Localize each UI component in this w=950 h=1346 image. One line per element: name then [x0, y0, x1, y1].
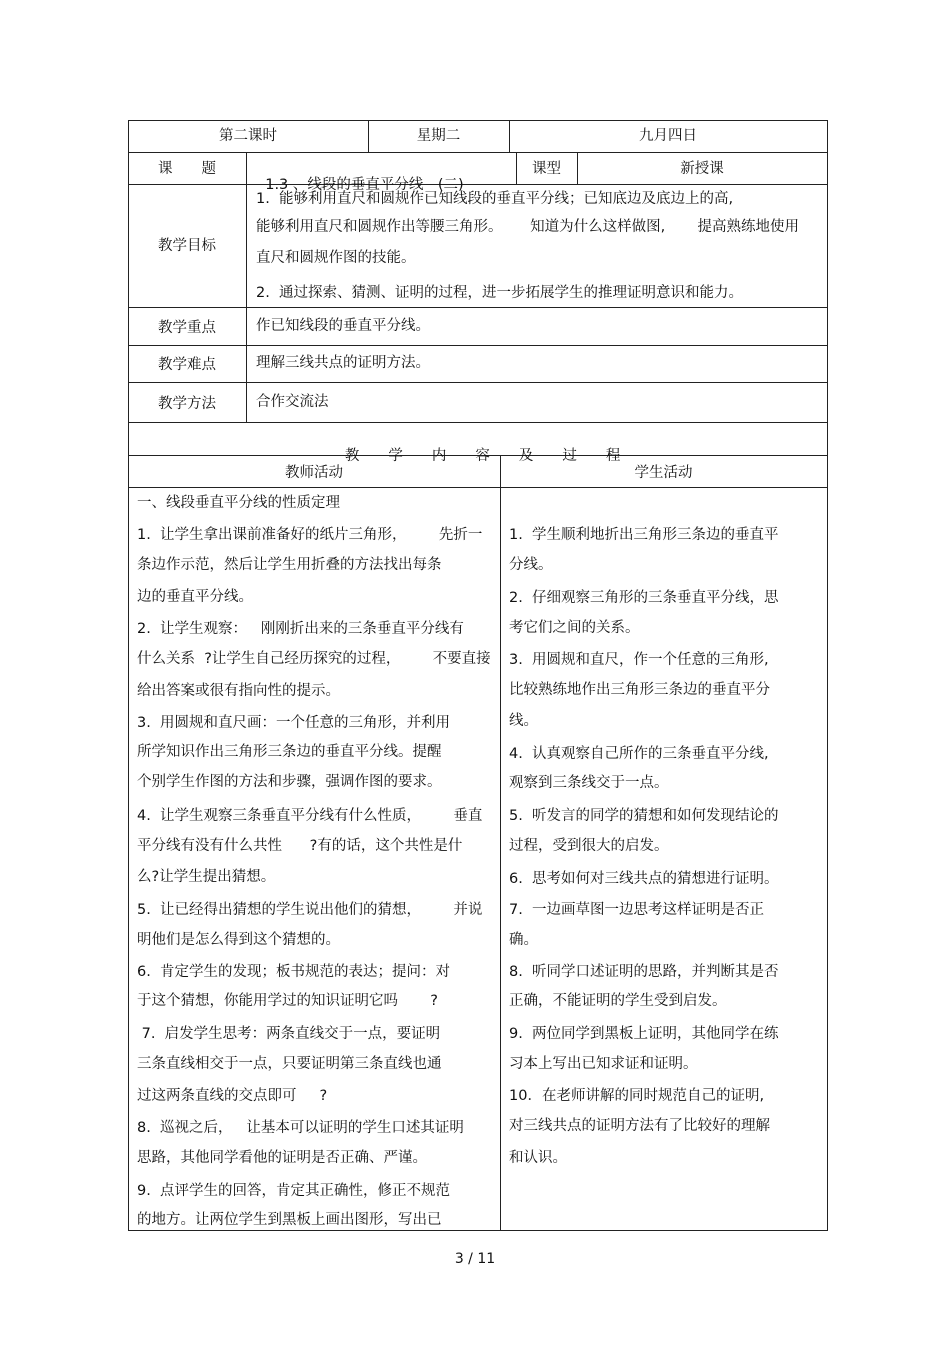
teacher-line: 1. 让学生拿出课前准备好的纸片三角形， 先折一: [137, 527, 483, 543]
teacher-line: 给出答案或很有指向性的提示。: [137, 683, 340, 699]
process-title: 教 学 内 容 及 过 程: [344, 448, 621, 464]
student-line: 过程，受到很大的启发。: [509, 838, 669, 854]
key-point-label: 教学重点: [158, 320, 216, 336]
goals-label-cell: [128, 234, 246, 255]
teacher-line: 什么关系 ?让学生自己经历探究的过程， 不要直接: [137, 651, 491, 667]
student-line: 2. 仔细观察三角形的三条垂直平分线，思: [509, 590, 779, 606]
teacher-line: 6. 肯定学生的发现；板书规范的表达；提问：对: [137, 964, 451, 980]
difficulty-label-cell: [128, 353, 246, 374]
method-label-cell: [128, 392, 246, 413]
method-value: 合作交流法: [256, 394, 329, 410]
teacher-line: 么?让学生提出猜想。: [137, 869, 276, 885]
student-line: 8. 听同学口述证明的思路，并判断其是否: [509, 964, 779, 980]
teacher-line: 2. 让学生观察： 刚刚折出来的三条垂直平分线有: [137, 621, 464, 637]
teacher-line: 三条直线相交于一点，只要证明第三条直线也通: [137, 1056, 442, 1072]
teacher-line: 一、线段垂直平分线的性质定理: [137, 495, 340, 511]
student-line: 4. 认真观察自己所作的三条垂直平分线,: [509, 746, 769, 762]
method-label: 教学方法: [158, 396, 216, 412]
teacher-header: 教师活动: [285, 465, 343, 481]
teacher-line: 的地方。让两位学生到黑板上画出图形，写出已: [137, 1212, 442, 1228]
goal-line: 直尺和圆规作图的技能。: [256, 250, 416, 266]
student-line: 考它们之间的关系。: [509, 620, 640, 636]
goals-label: 教学目标: [158, 238, 216, 254]
teacher-line: 过这两条直线的交点即可 ?: [137, 1088, 328, 1104]
student-line: 6. 思考如何对三线共点的猜想进行证明。: [509, 871, 779, 887]
teacher-line: 所学知识作出三角形三条边的垂直平分线。提醒: [137, 744, 442, 760]
lesson-type-cell: [577, 157, 827, 178]
lesson-type-label: 课型: [532, 161, 561, 177]
teacher-line: 7. 启发学生思考：两条直线交于一点，要证明: [137, 1026, 441, 1042]
date-cell: [509, 124, 827, 145]
teacher-line: 5. 让已经得出猜想的学生说出他们的猜想， 并说: [137, 902, 483, 918]
key-point-value: 作已知线段的垂直平分线。: [256, 318, 430, 334]
difficulty-label: 教学难点: [158, 357, 216, 373]
student-line: 观察到三条线交于一点。: [509, 775, 669, 791]
teacher-line: 边的垂直平分线。: [137, 589, 253, 605]
page-number: 3 / 11: [454, 1251, 496, 1267]
key-point-label-cell: [128, 316, 246, 337]
student-line: 确。: [509, 932, 538, 948]
teacher-line: 4. 让学生观察三条垂直平分线有什么性质， 垂直: [137, 808, 483, 824]
student-line: 线。: [509, 713, 538, 729]
student-line: 7. 一边画草图一边思考这样证明是否正: [509, 902, 765, 918]
process-title-cell: [128, 428, 828, 465]
student-line: 正确，不能证明的学生受到启发。: [509, 993, 727, 1009]
teacher-line: 思路，其他同学看他的证明是否正确、严谨。: [137, 1150, 427, 1166]
lesson-label-cell: [128, 157, 246, 178]
student-line: 和认识。: [509, 1150, 567, 1166]
goal-line: 1. 能够利用直尺和圆规作已知线段的垂直平分线；已知底边及底边上的高,: [256, 191, 734, 207]
student-line: 比较熟练地作出三角形三条边的垂直平分: [509, 682, 770, 698]
student-line: 习本上写出已知求证和证明。: [509, 1056, 698, 1072]
lesson-label: 课 题: [158, 161, 216, 177]
student-line: 3. 用圆规和直尺，作一个任意的三角形,: [509, 652, 769, 668]
lesson-title: 1.3 、线段的垂直平分线 (二): [265, 177, 464, 193]
period-cell: [128, 124, 368, 145]
weekday-cell: [368, 124, 509, 145]
lesson-type-value: 新授课: [680, 161, 724, 177]
student-line: 对三线共点的证明方法有了比较好的理解: [509, 1118, 770, 1134]
teacher-line: 条边作示范，然后让学生用折叠的方法找出每条: [137, 557, 442, 573]
student-line: 分线。: [509, 557, 553, 573]
teacher-line: 3. 用圆规和直尺画：一个任意的三角形，并利用: [137, 715, 451, 731]
teacher-header-cell: [128, 461, 500, 482]
weekday-text: 星期二: [416, 128, 461, 144]
teacher-line: 8. 巡视之后， 让基本可以证明的学生口述其证明: [137, 1120, 464, 1136]
student-line: 10．在老师讲解的同时规范自己的证明,: [509, 1088, 765, 1104]
goal-line: 能够利用直尺和圆规作出等腰三角形。 知道为什么这样做图, 提高熟练地使用: [256, 219, 800, 235]
teacher-line: 平分线有没有什么共性 ?有的话，这个共性是什: [137, 838, 463, 854]
student-header-cell: [500, 461, 827, 482]
date-text: 九月四日: [639, 128, 697, 144]
student-line: 5. 听发言的同学的猜想和如何发现结论的: [509, 808, 779, 824]
teacher-line: 9. 点评学生的回答，肯定其正确性，修正不规范: [137, 1183, 451, 1199]
teacher-line: 明他们是怎么得到这个猜想的。: [137, 932, 340, 948]
difficulty-value: 理解三线共点的证明方法。: [256, 355, 430, 371]
teacher-line: 个别学生作图的方法和步骤，强调作图的要求。: [137, 774, 442, 790]
lesson-type-label-cell: [516, 157, 577, 178]
student-line: 9. 两位同学到黑板上证明，其他同学在练: [509, 1026, 779, 1042]
teacher-line: 于这个猜想，你能用学过的知识证明它吗 ?: [137, 993, 438, 1009]
period-text: 第二课时: [219, 128, 277, 144]
student-line: 1. 学生顺利地折出三角形三条边的垂直平: [509, 527, 779, 543]
student-header: 学生活动: [634, 465, 693, 481]
goal-line: 2. 通过探索、猜测、证明的过程，进一步拓展学生的推理证明意识和能力。: [256, 285, 744, 301]
